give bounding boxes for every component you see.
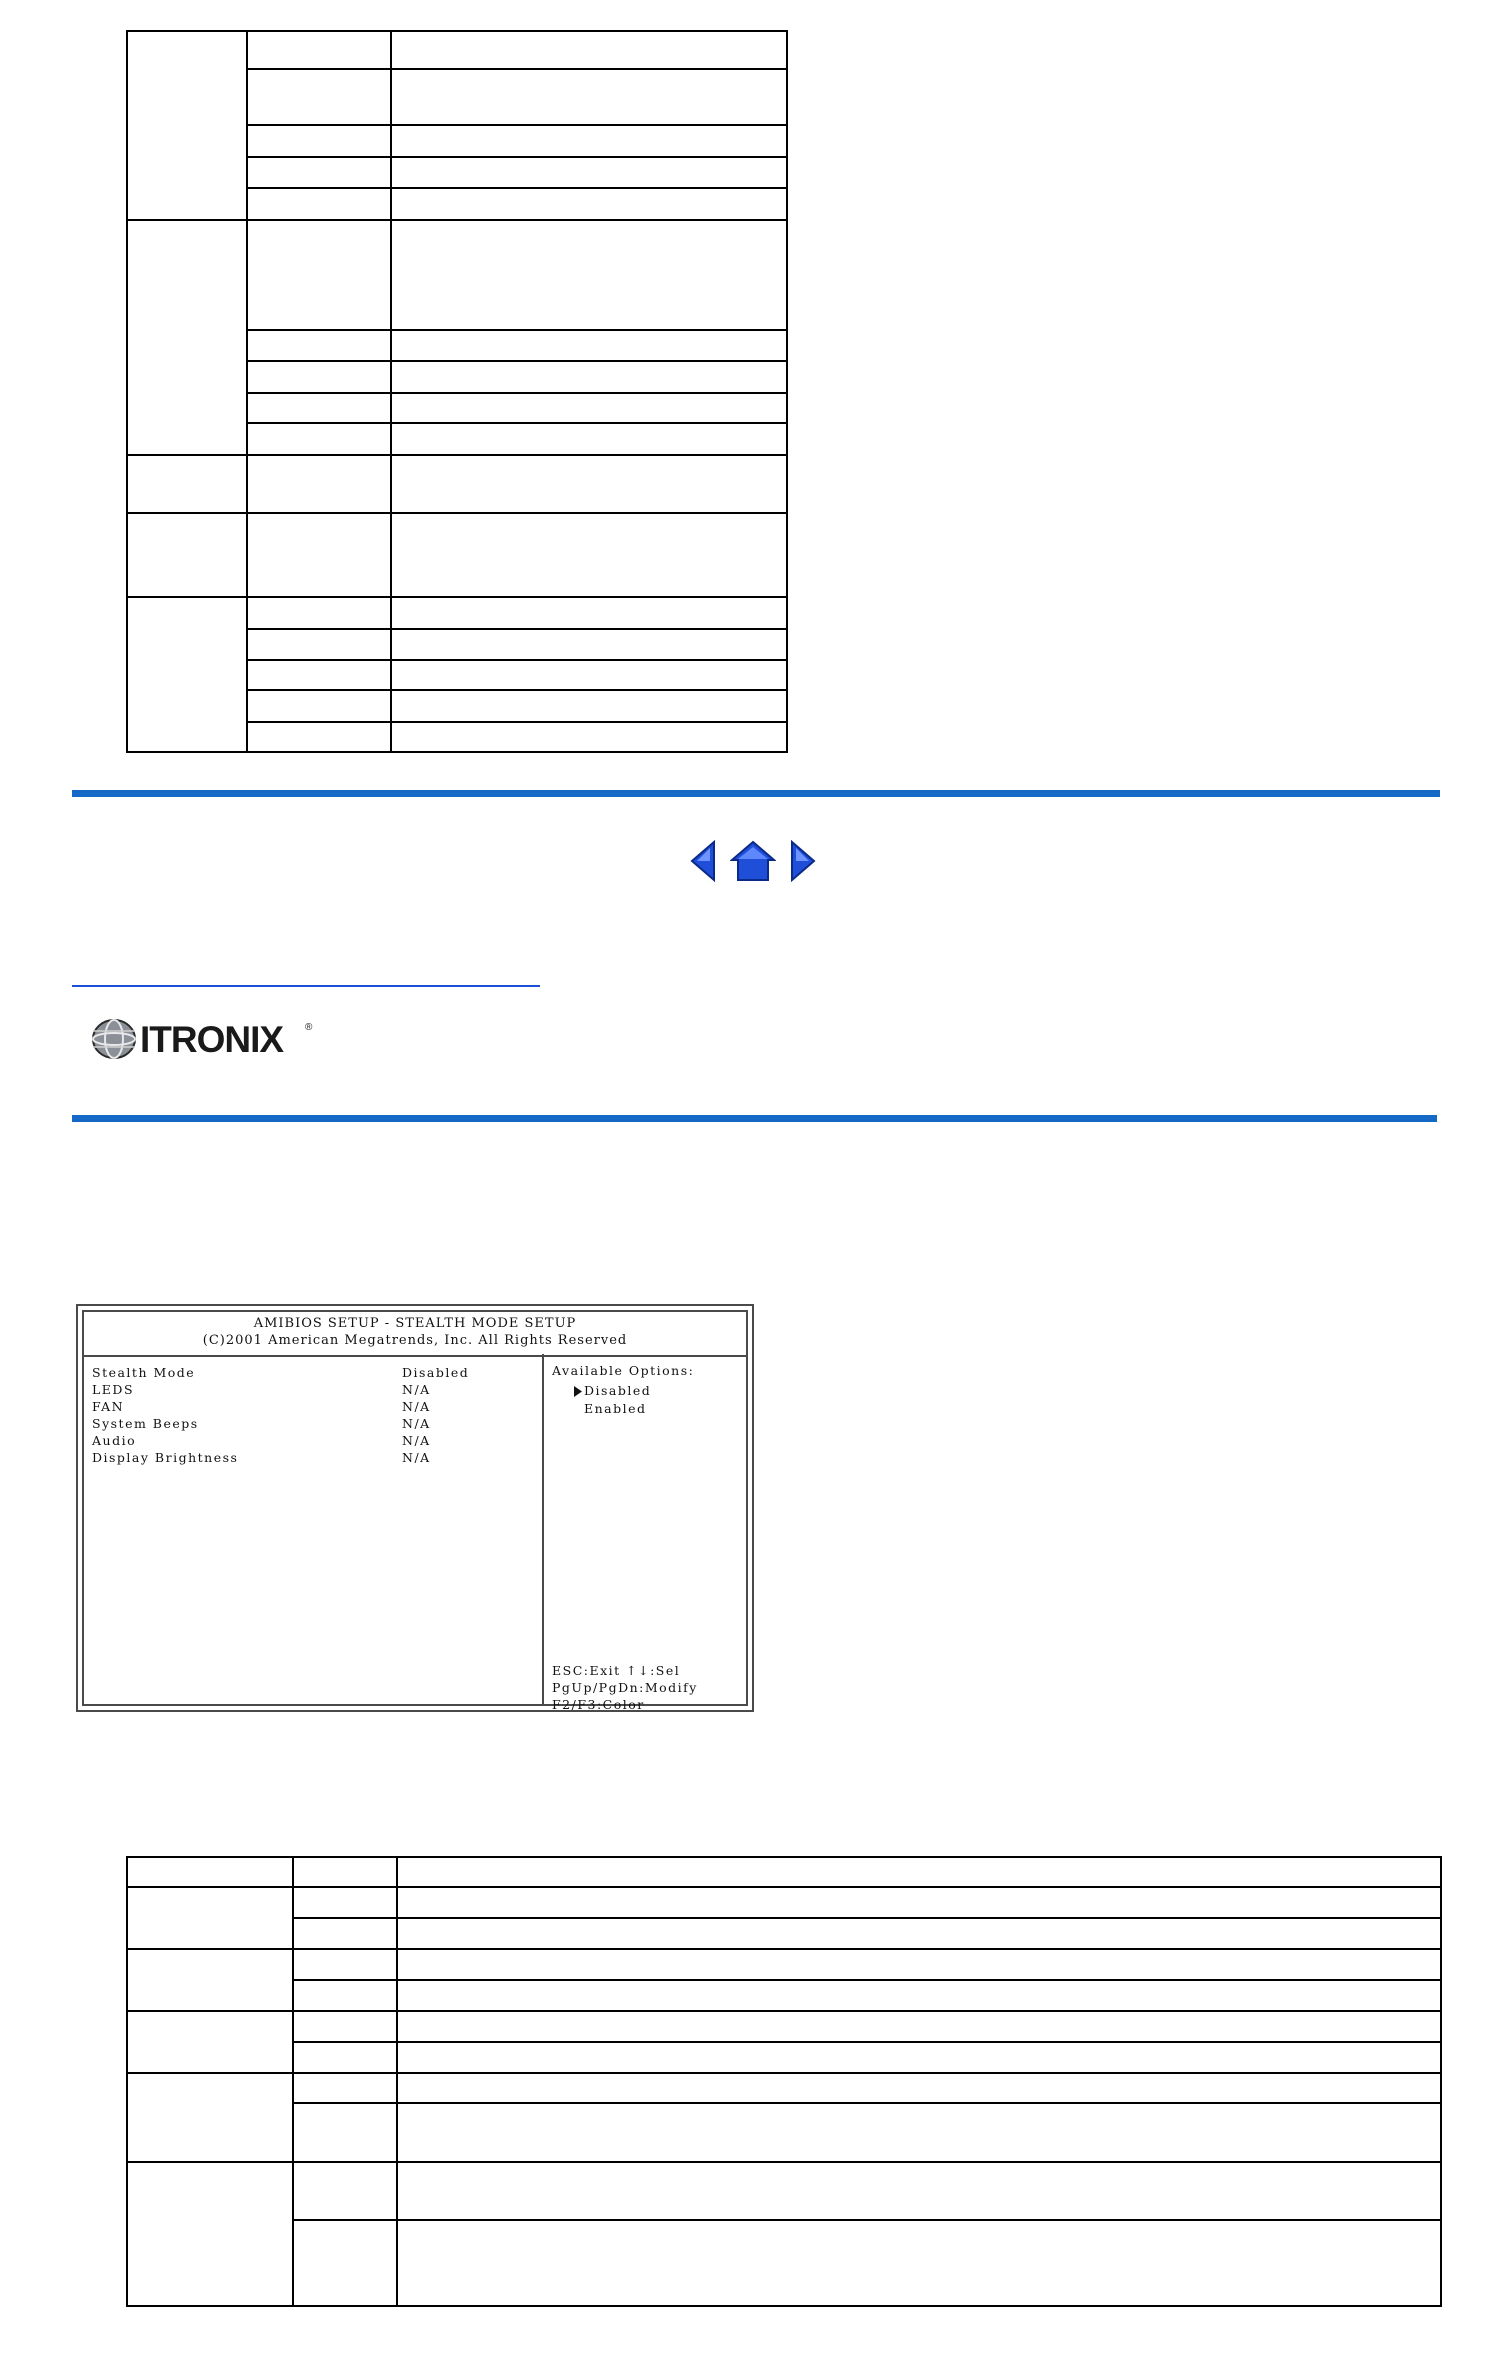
- home-icon[interactable]: [730, 840, 776, 882]
- selection-pointer-icon: [574, 1386, 582, 1397]
- bios-options-title: Available Options:: [552, 1363, 695, 1378]
- globe-icon: [90, 1018, 138, 1060]
- bios-title: AMIBIOS SETUP - STEALTH MODE SETUP: [253, 1316, 577, 1331]
- previous-arrow-icon[interactable]: [690, 840, 716, 882]
- bios-screenshot: [76, 1304, 754, 1712]
- bios-help-line: F2/F3:Color: [552, 1697, 645, 1712]
- bios-copyright: (C)2001 American Megatrends, Inc. All Rights Reserved: [202, 1333, 628, 1348]
- link-underline[interactable]: [72, 985, 540, 987]
- bios-setting-label: LEDS: [92, 1382, 135, 1397]
- bios-divider: [542, 1354, 544, 1704]
- bios-setting-label: Display Brightness: [92, 1450, 239, 1465]
- bios-help-line: ESC:Exit ↑↓:Sel: [552, 1663, 681, 1678]
- registered-mark: ®: [305, 1022, 313, 1033]
- horizontal-rule: [72, 1115, 1437, 1122]
- bios-option: Enabled: [584, 1401, 647, 1416]
- bios-setting-label: FAN: [92, 1399, 125, 1414]
- bios-setting-label: Audio: [92, 1433, 137, 1448]
- bios-setting-value: N/A: [402, 1433, 431, 1448]
- bios-setting-label: System Beeps: [92, 1416, 199, 1431]
- horizontal-rule: [72, 790, 1440, 797]
- bios-setting-value: Disabled: [402, 1365, 470, 1380]
- next-arrow-icon[interactable]: [790, 840, 816, 882]
- itronix-logo: [90, 1018, 320, 1060]
- bios-setting-value: N/A: [402, 1416, 431, 1431]
- bios-setting-value: N/A: [402, 1450, 431, 1465]
- bios-option-selected: Disabled: [574, 1382, 651, 1399]
- bios-header: [84, 1312, 746, 1357]
- top-table: [126, 30, 788, 753]
- bottom-table: [126, 1856, 1442, 2307]
- logo-text: ITRONIX: [140, 1019, 284, 1060]
- bios-setting-label: Stealth Mode: [92, 1365, 196, 1380]
- bios-setting-value: N/A: [402, 1382, 431, 1397]
- bios-setting-value: N/A: [402, 1399, 431, 1414]
- bios-help-line: PgUp/PgDn:Modify: [552, 1680, 698, 1695]
- navigation-bar: [690, 838, 818, 884]
